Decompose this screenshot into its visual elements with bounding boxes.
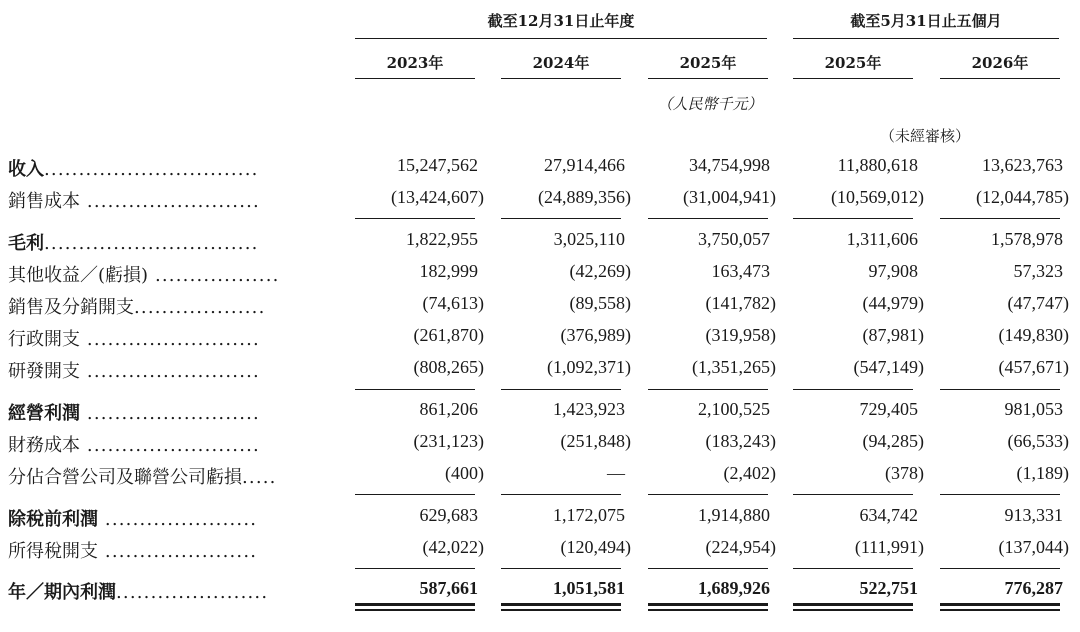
- subtotal-rule: [501, 389, 621, 390]
- group-rule-five-months: [793, 38, 1059, 39]
- row-label: [8, 399, 260, 425]
- row-label-text: 行政開支: [8, 329, 80, 350]
- row-label-leader-dots: ......................: [98, 541, 258, 562]
- table-cell: 182,999: [419, 261, 478, 281]
- row-label-leader-dots: ......................: [98, 509, 258, 530]
- row-label-text: 除稅前利潤: [8, 509, 98, 530]
- column-header-rule-2: [501, 78, 621, 79]
- table-cell: 2,100,525: [698, 399, 770, 419]
- table-cell: (74,613): [422, 293, 484, 313]
- table-cell: 861,206: [419, 399, 478, 419]
- table-cell: 57,323: [1013, 261, 1063, 281]
- subtotal-rule: [940, 389, 1060, 390]
- row-label-leader-dots: ...............................: [44, 233, 259, 254]
- column-header-rule-4: [793, 78, 913, 79]
- table-cell: (149,830): [998, 325, 1069, 345]
- total-double-rule: [793, 603, 913, 611]
- table-cell: (251,848): [560, 431, 631, 451]
- row-label-text: 年／期內利潤: [8, 582, 116, 603]
- table-cell: 629,683: [419, 505, 478, 525]
- subtotal-rule: [355, 568, 475, 569]
- table-cell: (89,558): [569, 293, 631, 313]
- table-cell: (376,989): [560, 325, 631, 345]
- table-cell: (400): [445, 463, 484, 483]
- row-label-text: 經營利潤: [8, 403, 80, 424]
- table-cell: (66,533): [1007, 431, 1069, 451]
- column-header-1: 2023年: [386, 54, 444, 72]
- subtotal-rule: [501, 218, 621, 219]
- table-cell: 13,623,763: [982, 155, 1063, 175]
- total-double-rule: [648, 603, 768, 611]
- column-header-rule-1: [355, 78, 475, 79]
- table-cell: 913,331: [1004, 505, 1063, 525]
- table-cell: 97,908: [868, 261, 918, 281]
- row-label-leader-dots: .........................: [80, 329, 260, 350]
- table-cell: (378): [885, 463, 924, 483]
- row-label: [8, 293, 266, 319]
- group-heading-fiscal-year: 截至12月31日止年度: [487, 12, 635, 30]
- subtotal-rule: [648, 218, 768, 219]
- table-cell: (94,285): [862, 431, 924, 451]
- table-cell: 981,053: [1004, 399, 1063, 419]
- table-cell: 34,754,998: [689, 155, 770, 175]
- row-label-leader-dots: .........................: [80, 403, 260, 424]
- table-cell: (111,991): [854, 537, 924, 557]
- table-cell: (183,243): [705, 431, 776, 451]
- table-cell: 1,689,926: [698, 578, 770, 598]
- row-label: [8, 578, 268, 604]
- row-label-text: 其他收益／(虧損): [8, 265, 149, 286]
- table-cell: 27,914,466: [544, 155, 625, 175]
- table-cell: 1,914,880: [698, 505, 770, 525]
- table-cell: 522,751: [859, 578, 918, 598]
- total-double-rule: [940, 603, 1060, 611]
- table-cell: (1,092,371): [547, 357, 631, 377]
- row-label-leader-dots: .....: [242, 467, 277, 488]
- total-double-rule: [355, 603, 475, 611]
- table-cell: 1,578,978: [991, 229, 1063, 249]
- row-label-leader-dots: ...............................: [44, 159, 259, 180]
- subtotal-rule: [648, 389, 768, 390]
- column-header-2: 2024年: [532, 54, 590, 72]
- row-label: [8, 431, 260, 457]
- unit-note: （人民幣千元）: [657, 95, 763, 113]
- table-cell: 729,405: [859, 399, 918, 419]
- subtotal-rule: [793, 568, 913, 569]
- row-label-text: 分佔合營公司及聯營公司虧損: [8, 467, 242, 488]
- subtotal-rule: [355, 218, 475, 219]
- column-header-4: 2025年: [824, 54, 882, 72]
- subtotal-rule: [648, 568, 768, 569]
- total-double-rule: [501, 603, 621, 611]
- table-cell: 3,025,110: [553, 229, 625, 249]
- row-label-leader-dots: ..................: [148, 265, 280, 286]
- subtotal-rule: [501, 494, 621, 495]
- row-label-text: 研發開支: [8, 361, 80, 382]
- table-cell: (24,889,356): [538, 187, 631, 207]
- table-cell: 776,287: [1004, 578, 1063, 598]
- table-cell: (10,569,012): [831, 187, 924, 207]
- table-cell: 163,473: [711, 261, 770, 281]
- table-cell: (120,494): [560, 537, 631, 557]
- table-cell: —: [607, 463, 625, 483]
- group-heading-five-months: 截至5月31日止五個月: [850, 12, 1002, 30]
- table-cell: 1,311,606: [846, 229, 918, 249]
- table-cell: (261,870): [413, 325, 484, 345]
- row-label-text: 毛利: [8, 233, 44, 254]
- column-header-rule-5: [940, 78, 1060, 79]
- subtotal-rule: [793, 218, 913, 219]
- row-label: [8, 229, 259, 255]
- table-cell: (808,265): [413, 357, 484, 377]
- column-header-3: 2025年: [679, 54, 737, 72]
- table-cell: 1,051,581: [553, 578, 625, 598]
- subtotal-rule: [648, 494, 768, 495]
- table-cell: (141,782): [705, 293, 776, 313]
- table-cell: 3,750,057: [698, 229, 770, 249]
- table-cell: (319,958): [705, 325, 776, 345]
- subtotal-rule: [355, 389, 475, 390]
- column-header-rule-3: [648, 78, 768, 79]
- subtotal-rule: [793, 494, 913, 495]
- table-cell: (1,189): [1016, 463, 1069, 483]
- row-label-text: 所得稅開支: [8, 541, 98, 562]
- table-cell: 1,423,923: [553, 399, 625, 419]
- row-label-text: 收入: [8, 159, 44, 180]
- table-cell: (13,424,607): [391, 187, 484, 207]
- table-cell: 11,880,618: [837, 155, 918, 175]
- table-cell: (87,981): [862, 325, 924, 345]
- table-cell: (44,979): [862, 293, 924, 313]
- row-label-leader-dots: ...................: [134, 297, 266, 318]
- table-cell: (137,044): [998, 537, 1069, 557]
- table-cell: (12,044,785): [976, 187, 1069, 207]
- row-label: [8, 261, 280, 287]
- table-cell: (224,954): [705, 537, 776, 557]
- unaudited-note: （未經審核）: [879, 127, 970, 145]
- subtotal-rule: [501, 568, 621, 569]
- table-cell: (42,022): [422, 537, 484, 557]
- subtotal-rule: [940, 568, 1060, 569]
- subtotal-rule: [793, 389, 913, 390]
- row-label-leader-dots: ......................: [116, 582, 269, 603]
- row-label: [8, 325, 260, 351]
- table-cell: (2,402): [723, 463, 776, 483]
- row-label: [8, 357, 260, 383]
- table-cell: (1,351,265): [692, 357, 776, 377]
- row-label-text: 財務成本: [8, 435, 80, 456]
- group-rule-fiscal-year: [355, 38, 767, 39]
- row-label: [8, 537, 257, 563]
- subtotal-rule: [940, 218, 1060, 219]
- column-header-5: 2026年: [971, 54, 1029, 72]
- subtotal-rule: [355, 494, 475, 495]
- row-label-leader-dots: .........................: [80, 435, 260, 456]
- table-cell: (547,149): [853, 357, 924, 377]
- table-cell: 587,661: [419, 578, 478, 598]
- row-label-leader-dots: .........................: [80, 191, 260, 212]
- table-cell: 1,822,955: [406, 229, 478, 249]
- row-label: [8, 187, 260, 213]
- row-label-text: 銷售成本: [8, 191, 80, 212]
- table-cell: (457,671): [998, 357, 1069, 377]
- table-cell: (47,747): [1007, 293, 1069, 313]
- subtotal-rule: [940, 494, 1060, 495]
- row-label: [8, 463, 277, 489]
- row-label-text: 銷售及分銷開支: [8, 297, 134, 318]
- row-label-leader-dots: .........................: [80, 361, 260, 382]
- table-cell: (31,004,941): [683, 187, 776, 207]
- table-cell: (42,269): [569, 261, 631, 281]
- row-label: [8, 155, 259, 181]
- table-cell: (231,123): [413, 431, 484, 451]
- table-cell: 15,247,562: [397, 155, 478, 175]
- table-cell: 1,172,075: [553, 505, 625, 525]
- table-cell: 634,742: [859, 505, 918, 525]
- row-label: [8, 505, 257, 531]
